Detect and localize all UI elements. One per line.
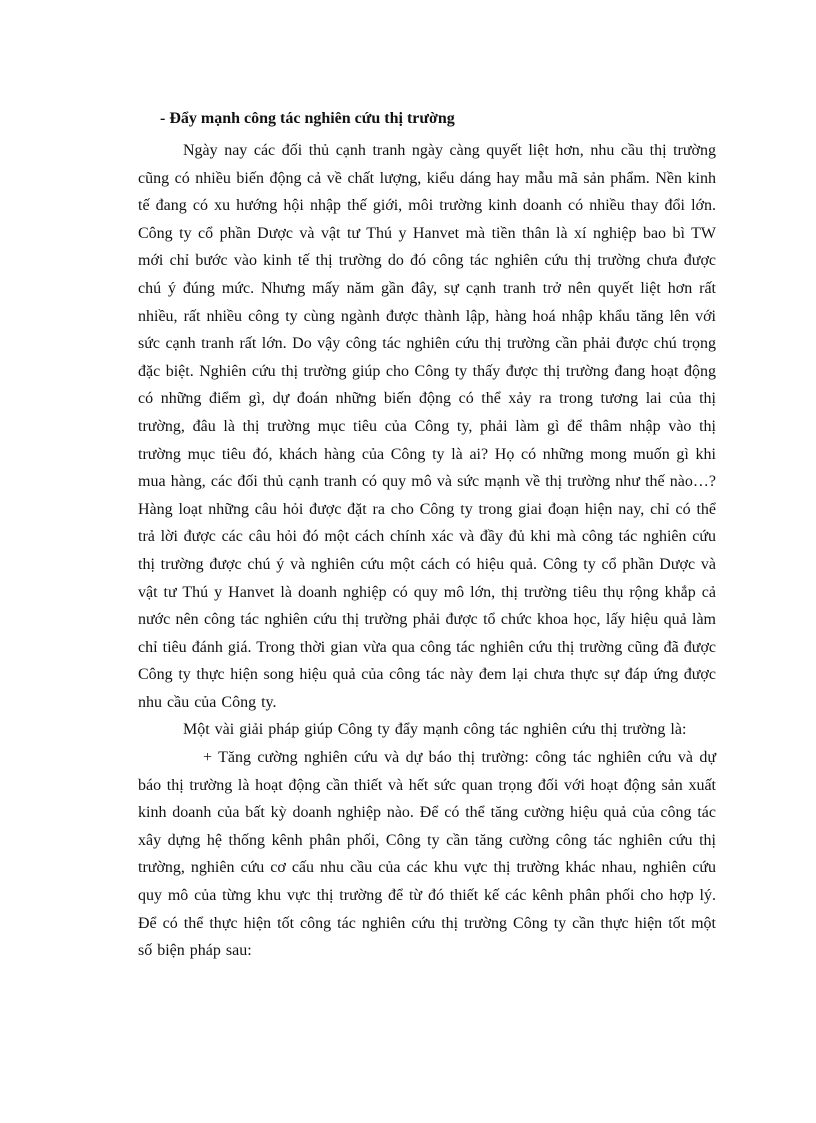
paragraph-forecasting-solution: + Tăng cường nghiên cứu và dự báo thị trường: công tác nghiên cứu và dự báo thị trường là hoạt động cần thiết và hết sức quan trọng đối với hoạt động sản xuất kinh doanh của bất kỳ doanh nghiệp nào. Để có thể tăng cường hiệu quả của công tác xây dựng hệ thống kênh phân phối, Công ty cần tăng cường công tác nghiên cứu thị trường, nghiên cứu cơ cấu nhu cầu của các khu vực thị trường khác nhau, nghiên cứu quy mô của từng khu vực thị trường để từ đó thiết kế các kênh phân phối cho hợp lý. Để có thể thực hiện tốt công tác nghiên cứu thị trường Công ty cần thực hiện tốt một số biện pháp sau: [138,749,716,960]
paragraph-solutions-intro: Một vài giải pháp giúp Công ty đẩy mạnh công tác nghiên cứu thị trường là: [183,721,687,739]
section-heading: - Đẩy mạnh công tác nghiên cứu thị trường [160,110,455,127]
paragraph-market-research-context: Ngày nay các đối thủ cạnh tranh ngày càng quyết liệt hơn, nhu cầu thị trường cũng có nhiều biến động cả về chất lượng, kiểu dáng hay mẫu mã sản phẩm. Nền kinh tế đang có xu hướng hội nhập thế giới, môi trường kinh doanh có nhiều thay đổi lớn. Công ty cổ phần Dược và vật tư Thú y Hanvet mà tiền thân là xí nghiệp bao bì TW mới chỉ bước vào kinh tế thị trường do đó công tác nghiên cứu thị trường chưa được chú ý đúng mức. Nhưng mấy năm gần đây, sự cạnh tranh trở nên quyết liệt hơn rất nhiều, rất nhiều công ty cùng ngành được thành lập, hàng hoá nhập khẩu tăng lên với sức cạnh tranh rất lớn. Do vậy công tác nghiên cứu thị trường cần phải được chú trọng đặc biệt. Nghiên cứu thị trường giúp cho Công ty thấy được thị trường đang hoạt động có những điểm gì, dự đoán những biến động có thể xảy ra trong tương lai của thị trường, đâu là thị trường mục tiêu của Công ty, phải làm gì để thâm nhập vào thị trường mục tiêu đó, khách hàng của Công ty là ai? Họ có những mong muốn gì khi mua hàng, các đối thủ cạnh tranh có quy mô và sức mạnh về thị trường như thế nào…? Hàng loạt những câu hỏi được đặt ra cho Công ty trong giai đoạn hiện nay, chỉ có thể trả lời được các câu hỏi đó một cách chính xác và đầy đủ khi mà công tác nghiên cứu thị trường được chú ý và nghiên cứu một cách có hiệu quả. Công ty cổ phần Dược và vật tư Thú y Hanvet là doanh nghiệp có quy mô lớn, thị trường tiêu thụ rộng khắp cả nước nên công tác nghiên cứu thị trường phải được tổ chức khoa học, lấy hiệu quả làm chỉ tiêu đánh giá. Trong thời gian vừa qua công tác nghiên cứu thị trường cũng đã được Công ty thực hiện song hiệu quả của công tác này đem lại chưa thực sự đáp ứng được nhu cầu của Công ty. [138,142,716,711]
document-body [138,104,716,965]
